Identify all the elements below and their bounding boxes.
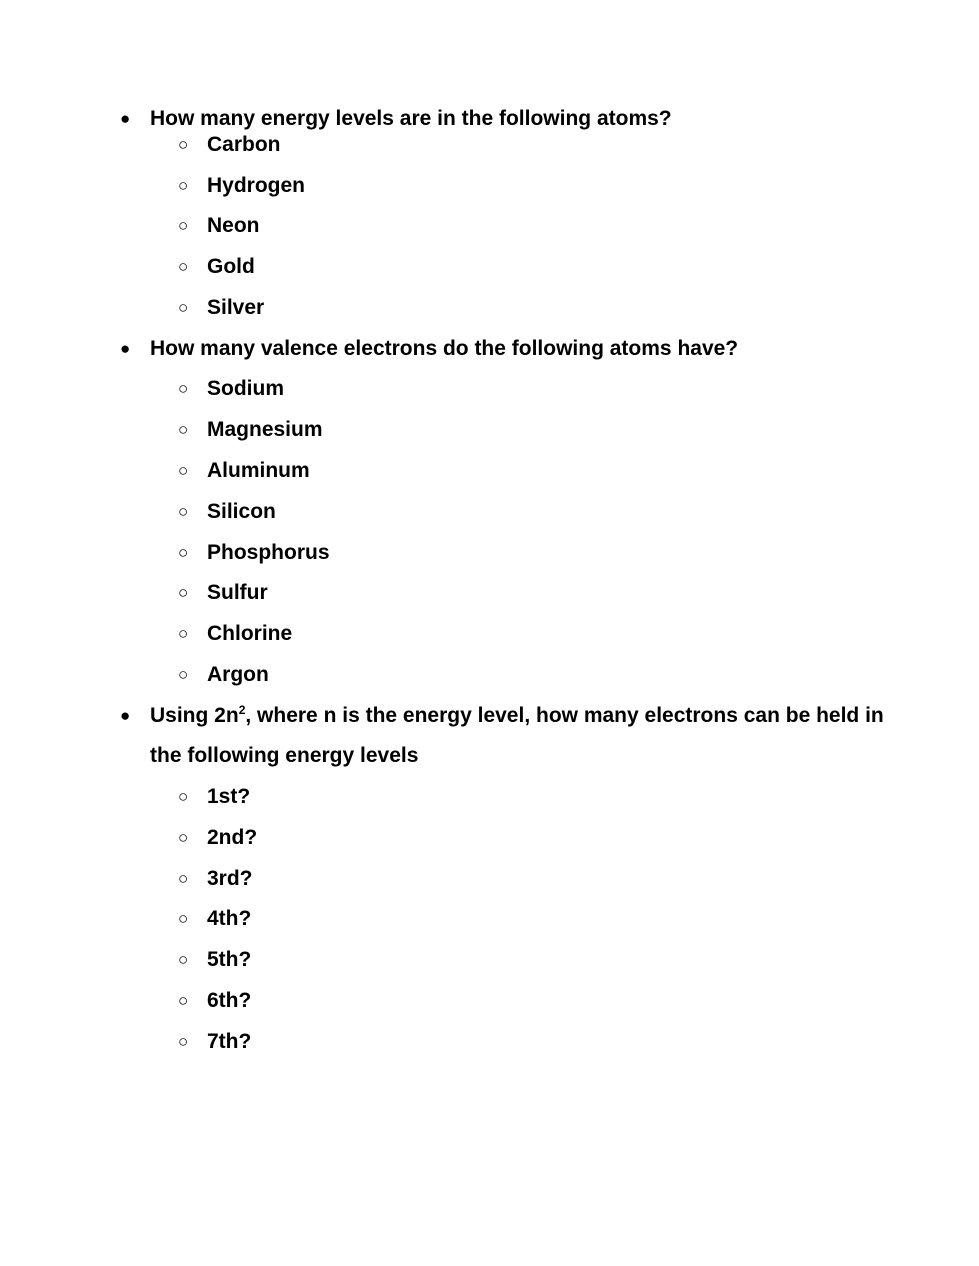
circle-bullet-icon: ○ — [178, 869, 189, 888]
list-item — [0, 418, 979, 442]
list-item-label: 2nd? — [207, 826, 258, 849]
list-item-label: Neon — [207, 214, 260, 237]
list-item — [0, 541, 979, 565]
list-item — [0, 907, 979, 931]
list-item-label: Gold — [207, 255, 255, 278]
list-item — [0, 377, 979, 401]
circle-bullet-icon: ○ — [178, 828, 189, 847]
list-item-label: 3rd? — [207, 867, 253, 890]
list-item-label: Sodium — [207, 377, 284, 400]
list-item — [0, 581, 979, 605]
list-item — [0, 622, 979, 646]
list-item-label: 5th? — [207, 948, 252, 971]
list-item-label: Chlorine — [207, 622, 293, 645]
list-item-label: Hydrogen — [207, 174, 306, 197]
circle-bullet-icon: ○ — [178, 787, 189, 806]
circle-bullet-icon: ○ — [178, 991, 189, 1010]
list-item-label: Silicon — [207, 500, 276, 523]
list-item — [0, 133, 979, 157]
list-item-label: Sulfur — [207, 581, 268, 604]
circle-bullet-icon: ○ — [178, 135, 189, 154]
question-text: How many valence electrons do the following atoms have? — [150, 337, 739, 360]
list-item-label: 1st? — [207, 785, 251, 808]
list-item-label: Carbon — [207, 133, 281, 156]
circle-bullet-icon: ○ — [178, 543, 189, 562]
circle-bullet-icon: ○ — [178, 379, 189, 398]
list-item — [0, 500, 979, 524]
bullet-icon: ● — [120, 109, 131, 128]
list-item — [0, 174, 979, 198]
list-item — [0, 459, 979, 483]
circle-bullet-icon: ○ — [178, 909, 189, 928]
list-item-label: Argon — [207, 663, 269, 686]
superscript: 2 — [238, 703, 246, 717]
list-item-label: Phosphorus — [207, 541, 330, 564]
circle-bullet-icon: ○ — [178, 950, 189, 969]
list-item — [0, 1030, 979, 1054]
list-item-label: 6th? — [207, 989, 252, 1012]
list-item-label: 4th? — [207, 907, 252, 930]
list-item — [0, 214, 979, 238]
circle-bullet-icon: ○ — [178, 176, 189, 195]
list-item — [0, 255, 979, 279]
question-text-line-2: the following energy levels — [150, 744, 419, 767]
circle-bullet-icon: ○ — [178, 583, 189, 602]
circle-bullet-icon: ○ — [178, 1032, 189, 1051]
list-item — [0, 296, 979, 320]
question-text-suffix: , where n is the energy level, how many electrons can be held in — [245, 704, 884, 727]
question-text: How many energy levels are in the following atoms? — [150, 107, 672, 130]
circle-bullet-icon: ○ — [178, 502, 189, 521]
question-text-prefix: Using 2n — [150, 704, 239, 727]
list-item — [0, 826, 979, 850]
list-item-label: 7th? — [207, 1030, 252, 1053]
circle-bullet-icon: ○ — [178, 665, 189, 684]
circle-bullet-icon: ○ — [178, 257, 189, 276]
list-item-label: Silver — [207, 296, 265, 319]
list-item — [0, 785, 979, 809]
circle-bullet-icon: ○ — [178, 624, 189, 643]
list-item-label: Magnesium — [207, 418, 323, 441]
circle-bullet-icon: ○ — [178, 216, 189, 235]
list-item — [0, 663, 979, 687]
bullet-icon: ● — [120, 339, 131, 358]
list-item — [0, 989, 979, 1013]
circle-bullet-icon: ○ — [178, 420, 189, 439]
bullet-icon: ● — [120, 706, 131, 725]
list-item-label: Aluminum — [207, 459, 310, 482]
list-item — [0, 948, 979, 972]
circle-bullet-icon: ○ — [178, 461, 189, 480]
list-item — [0, 867, 979, 891]
circle-bullet-icon: ○ — [178, 298, 189, 317]
question-text-line-1 — [150, 704, 884, 728]
